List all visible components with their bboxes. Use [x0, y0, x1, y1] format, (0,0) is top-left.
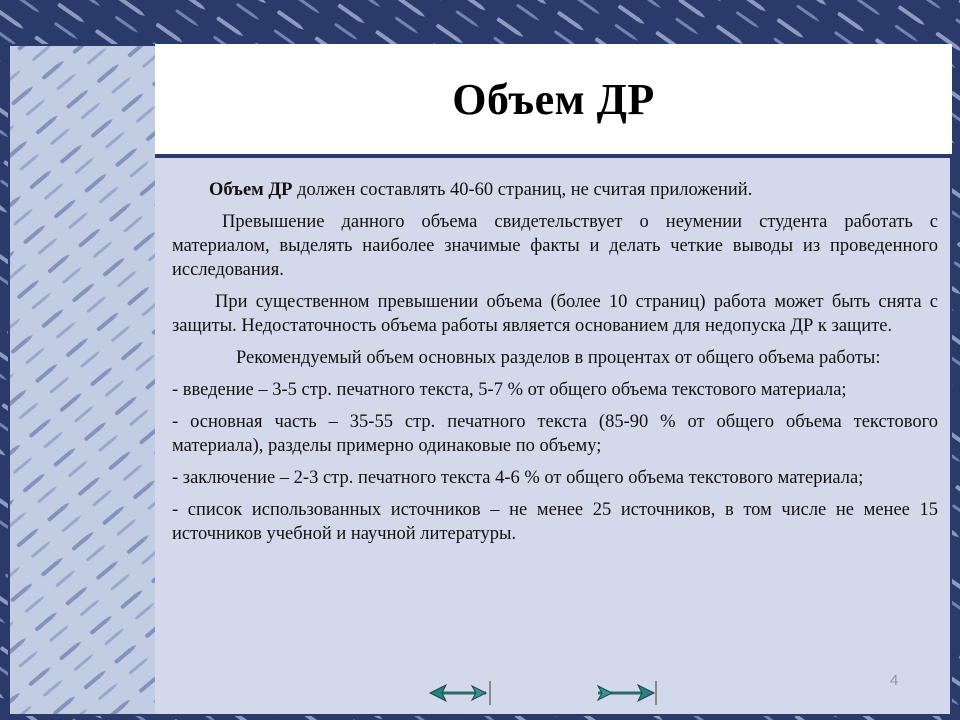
slide-title: Объем ДР: [452, 74, 655, 124]
arrow-right-icon: [594, 680, 658, 706]
list-item: - введение – 3-5 стр. печатного текста, 5-7 % от общего объема текстового материала;: [172, 380, 847, 400]
left-decorative-strip: [10, 46, 155, 714]
title-band: [155, 44, 952, 158]
list-item: - заключение – 2-3 стр. печатного текста 4-6 % от общего объема текстового материала;: [172, 468, 864, 488]
slide-body: [172, 178, 938, 554]
paragraph-1-bold: Объем ДР: [209, 180, 293, 200]
arrow-left-icon: [428, 680, 492, 706]
paragraph-4: Рекомендуемый объем основных разделов в процентах от общего объема работы:: [236, 348, 881, 368]
page-number: 4: [890, 672, 899, 689]
list-item: - список использованных источников – не менее 25 источников, в том числе не менее 15 источников учебной и научной литературы.: [172, 500, 938, 544]
next-slide-button[interactable]: [594, 680, 658, 706]
paragraph-2: Превышение данного объема свидетельствует о неумении студента работать с материалом, выделять наиболее значимые факты и делать четкие выводы из проведенного исследования.: [172, 212, 938, 280]
list-item: - основная часть – 35-55 стр. печатного текста (85-90 % от общего объема текстового материала), разделы примерно одинаковые по объему;: [172, 412, 938, 456]
paragraph-1-rest: должен составлять 40-60 страниц, не считая приложений.: [292, 180, 753, 200]
prev-slide-button[interactable]: [428, 680, 492, 706]
paragraph-3: При существенном превышении объема (более 10 страниц) работа может быть снята с защиты. Недостаточность объема работы является основанием для недопуска ДР к защите.: [172, 292, 938, 336]
paragraph-1: [172, 178, 938, 202]
